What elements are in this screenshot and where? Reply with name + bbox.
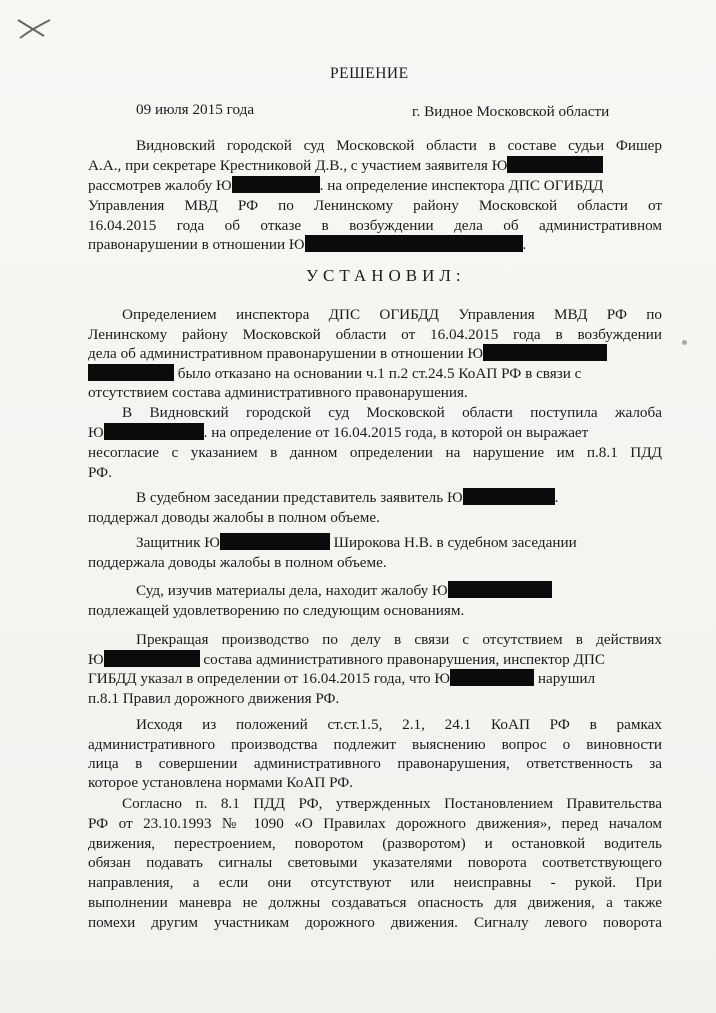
p4-line-1: Защитник Ю Широкова Н.В. в судебном заседании	[136, 534, 577, 551]
p8-line-7: помехи другим участникам дорожного движения. Сигналу левого поворота	[88, 914, 662, 931]
intro-line-1: Видновский городской суд Московской области в составе судьи Фишер	[136, 137, 662, 154]
established-heading: УСТАНОВИЛ:	[306, 266, 466, 285]
p8-line-2: РФ от 23.10.1993 № 1090 «О Правилах дорожного движения», перед началом	[88, 815, 662, 832]
p8-line-5: направления, а если они отсутствуют или неисправны - рукой. При	[88, 874, 662, 891]
p1-line-4: было отказано на основании ч.1 п.2 ст.24.5 КоАП РФ в связи с	[88, 364, 581, 383]
p1-line-1: Определением инспектора ДПС ОГИБДД Управления МВД РФ по	[122, 306, 662, 323]
p5-line-1: Суд, изучив материалы дела, находит жалобу Ю	[136, 581, 552, 600]
redaction	[232, 176, 320, 193]
decision-date: 09 июля 2015 года	[136, 101, 255, 118]
document-heading: РЕШЕНИЕ	[330, 65, 409, 82]
p8-line-1: Согласно п. 8.1 ПДД РФ, утвержденных Постановлением Правительства	[122, 795, 662, 812]
intro-line-6: правонарушении в отношении Ю .	[88, 236, 527, 253]
redaction	[463, 488, 555, 505]
p8-line-3: движения, перестроением, поворотом (разворотом) и остановкой водитель	[88, 835, 662, 852]
redaction	[448, 581, 552, 598]
p3-line-2: поддержал доводы жалобы в полном объеме.	[88, 509, 380, 526]
redaction	[483, 344, 607, 361]
p2-line-3: несогласие с указанием в данном определении на нарушение им п.8.1 ПДД	[88, 444, 662, 461]
redaction	[305, 235, 523, 252]
p1-line-2: Ленинскому району Московской области от 16.04.2015 года в возбуждении	[88, 326, 662, 343]
intro-line-4: Управления МВД РФ по Ленинскому району Московской области от	[88, 197, 662, 214]
p2-line-2: Ю . на определение от 16.04.2015 года, в которой он выражает	[88, 424, 589, 441]
redaction	[88, 364, 174, 381]
p8-line-4: обязан подавать сигналы световыми указателями поворота соответствующего	[88, 854, 662, 871]
p6-line-1: Прекращая производство по делу в связи с отсутствием в действиях	[136, 631, 662, 648]
p2-line-1: В Видновский городской суд Московской области поступила жалоба	[122, 404, 662, 421]
p8-line-6: выполнении маневра не должны создаваться опасность для движения, а также	[88, 894, 662, 911]
p7-line-4: которое установлена нормами КоАП РФ.	[88, 774, 354, 791]
p7-line-1: Исходя из положений ст.ст.1.5, 2.1, 24.1 КоАП РФ в рамках	[136, 716, 662, 733]
p6-line-2: Ю состава административного правонарушения, инспектор ДПС	[88, 651, 605, 668]
intro-line-3: рассмотрев жалобу Ю . на определение инспектора ДПС ОГИБДД	[88, 177, 604, 194]
redaction	[507, 156, 603, 173]
intro-line-2: А.А., при секретаре Крестниковой Д.В., с участием заявителя Ю	[88, 156, 603, 175]
p7-line-3: лица в совершении административного правонарушения, ответственность за	[88, 755, 662, 772]
redaction	[104, 423, 204, 440]
decision-place: г. Видное Московской области	[412, 103, 610, 120]
p2-line-4: РФ.	[88, 464, 112, 481]
p7-line-2: административного производства подлежит выяснению вопрос о виновности	[88, 736, 662, 753]
scan-speck	[682, 340, 687, 345]
p4-line-2: поддержала доводы жалобы в полном объеме.	[88, 554, 387, 571]
p1-line-3: дела об административном правонарушении в отношении Ю	[88, 344, 607, 363]
p1-line-5: отсутствием состава административного правонарушения.	[88, 384, 468, 401]
handwritten-mark-icon	[14, 14, 54, 44]
p5-line-2: подлежащей удовлетворению по следующим основаниям.	[88, 602, 465, 619]
redaction	[104, 650, 200, 667]
p6-line-4: п.8.1 Правил дорожного движения РФ.	[88, 690, 340, 707]
redaction	[450, 669, 534, 686]
p6-line-3: ГИБДД указал в определении от 16.04.2015 года, что Ю нарушил	[88, 670, 596, 687]
p3-line-1: В судебном заседании представитель заявитель Ю .	[136, 489, 559, 506]
redaction	[220, 533, 330, 550]
intro-line-5: 16.04.2015 года об отказе в возбуждении дела об административном	[88, 217, 662, 234]
